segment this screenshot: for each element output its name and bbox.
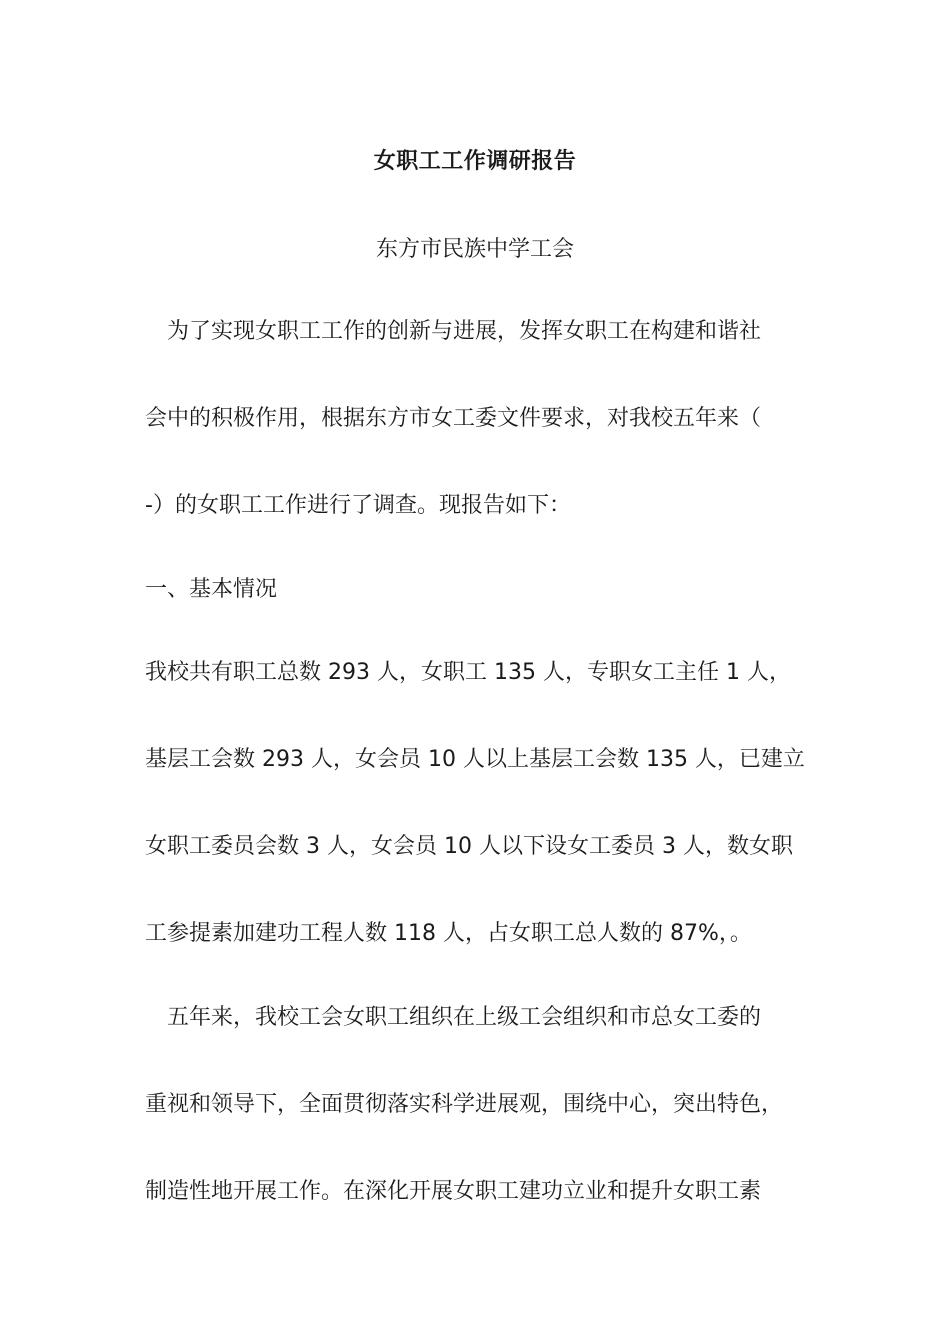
document-subtitle: 东方市民族中学工会 [375,237,574,262]
paragraph-line-2: 会中的积极作用，根据东方市女工委文件要求，对我校五年来（ [145,406,762,431]
section-heading-basic: 一、基本情况 [145,577,278,602]
paragraph-line-7: 女职工委员会数 3 人，女会员 10 人以下设女工委员 3 人，数女职 [145,834,793,859]
paragraph-line-11: 制造性地开展工作。在深化开展女职工建功立业和提升女职工素 [145,1179,762,1204]
paragraph-line-6: 基层工会数 293 人，女会员 10 人以上基层工会数 135 人，已建立 [145,747,805,772]
paragraph-line-1: 为了实现女职工工作的创新与进展，发挥女职工在构建和谐社 [145,319,762,344]
paragraph-line-9: 五年来，我校工会女职工组织在上级工会组织和市总女工委的 [145,1005,762,1030]
paragraph-line-3: -）的女职工工作进行了调查。现报告如下： [145,493,571,518]
paragraph-line-8: 工参提素加建功工程人数 118 人，占女职工总人数的 87%，。 [145,921,752,946]
paragraph-line-5: 我校共有职工总数 293 人，女职工 135 人，专职女工主任 1 人， [145,660,791,685]
paragraph-line-10: 重视和领导下，全面贯彻落实科学进展观，围绕中心，突出特色， [145,1092,784,1117]
document-title: 女职工工作调研报告 [373,149,577,174]
